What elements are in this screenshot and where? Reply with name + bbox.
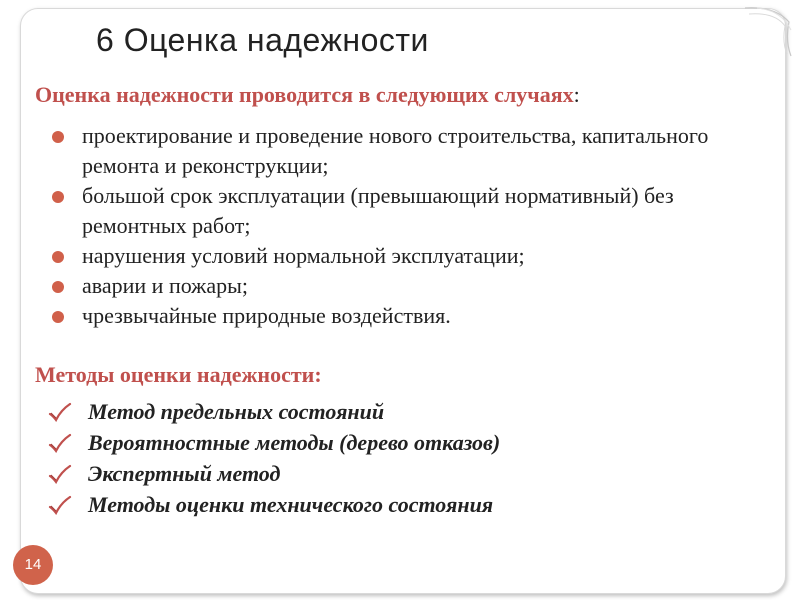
list-item <box>52 181 772 241</box>
list-item-text: Вероятностные методы (дерево отказов) <box>88 430 501 455</box>
circle-bullet-icon <box>52 131 64 143</box>
page-number-badge: 14 <box>13 545 53 585</box>
list-item-text: большой срок эксплуатации (превышающий нормативный) без ремонтных работ; <box>82 183 674 238</box>
checkmark-icon <box>48 402 72 422</box>
checkmark-icon <box>48 495 72 515</box>
cases-list <box>52 121 772 331</box>
circle-bullet-icon <box>52 311 64 323</box>
circle-bullet-icon <box>52 251 64 263</box>
list-item-text: Метод предельных состояний <box>88 399 385 424</box>
list-item <box>52 121 772 181</box>
circle-bullet-icon <box>52 191 64 203</box>
cases-heading <box>35 82 580 108</box>
list-item <box>52 241 772 271</box>
list-item <box>48 427 768 458</box>
cases-heading-colon: : <box>573 82 580 107</box>
list-item <box>48 396 768 427</box>
checkmark-icon <box>48 464 72 484</box>
list-item <box>52 271 772 301</box>
corner-curl-ornament-icon <box>735 0 795 60</box>
list-item <box>52 301 772 331</box>
methods-list <box>48 396 768 520</box>
list-item <box>48 489 768 520</box>
list-item-text: нарушения условий нормальной эксплуатации; <box>82 243 525 268</box>
list-item-text: аварии и пожары; <box>82 273 249 298</box>
list-item-text: Экспертный метод <box>88 461 281 486</box>
checkmark-icon <box>48 433 72 453</box>
cases-heading-text: Оценка надежности проводится в следующих случаях <box>35 82 574 107</box>
list-item-text: проектирование и проведение нового строительства, капитального ремонта и реконструкции; <box>82 123 709 178</box>
list-item-text: Методы оценки технического состояния <box>88 492 494 517</box>
slide-title: 6 Оценка надежности <box>96 22 429 58</box>
methods-heading: Методы оценки надежности: <box>35 362 322 387</box>
circle-bullet-icon <box>52 281 64 293</box>
list-item-text: чрезвычайные природные воздействия. <box>82 303 451 328</box>
list-item <box>48 458 768 489</box>
